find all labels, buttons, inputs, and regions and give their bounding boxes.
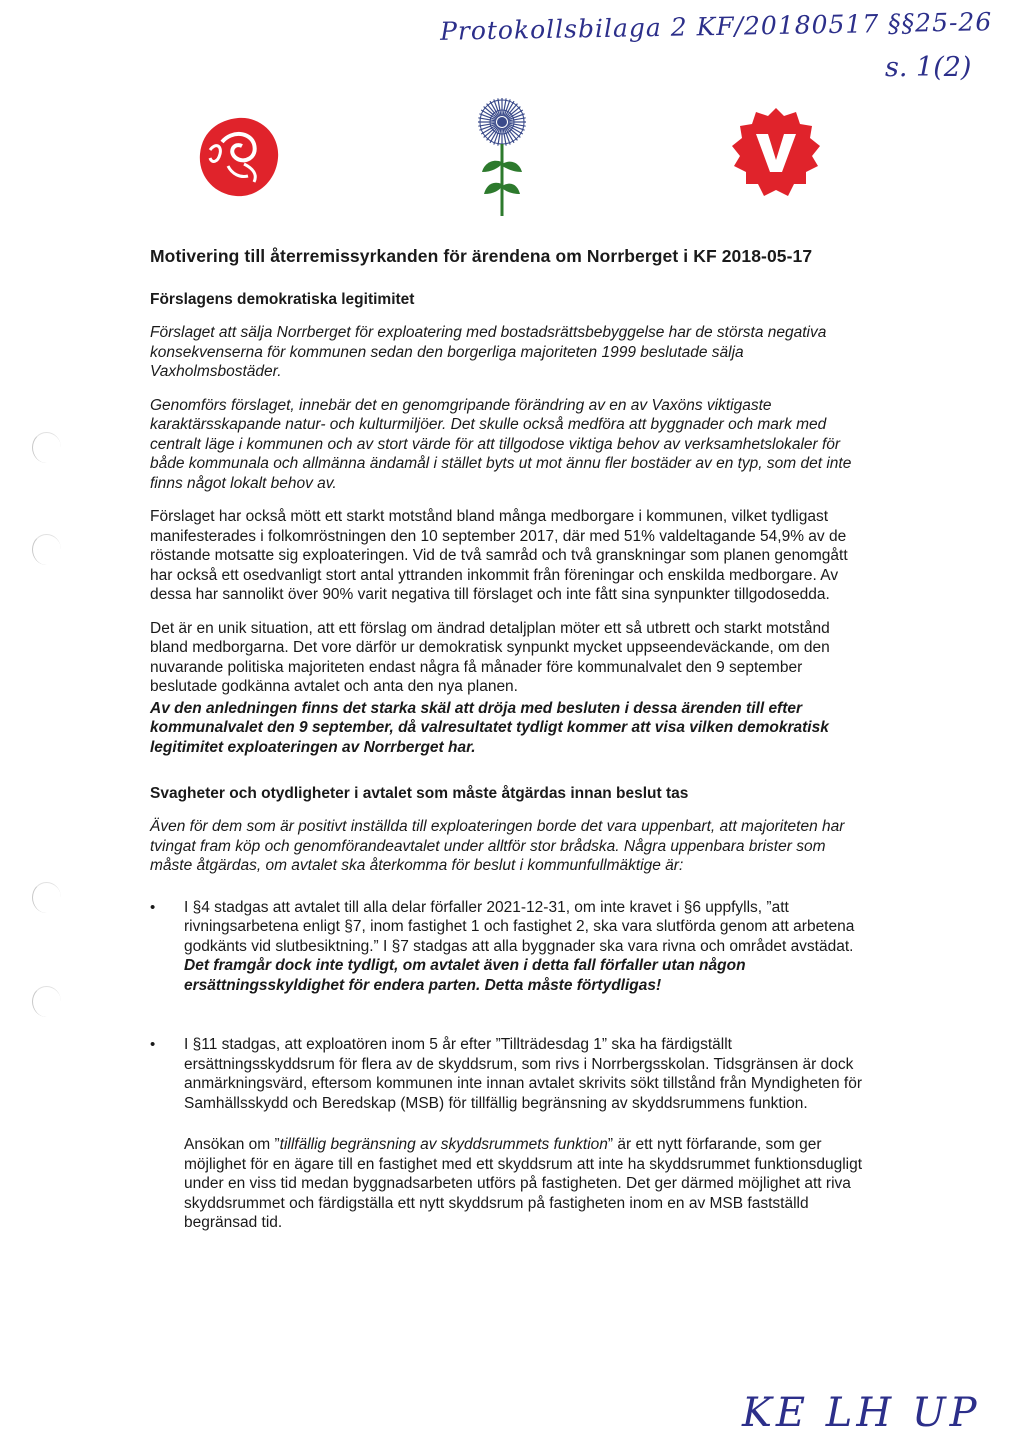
paragraph-text: Ansökan om ”	[184, 1136, 280, 1153]
document-body	[150, 246, 870, 1233]
bullet-text: I §11 stadgas, att exploatören inom 5 år efter ”Tillträdesdag 1” ska ha färdigställt ersättningsskyddsrum för flera av de skyddsrum, som rivs i Norrbergsskolan. Tidsgränsen är dock anmärkningsvärd, eftersom kommunen inte innan avtalet skrivits sökt tillstånd från Myndigheten för Samhällsskydd och Beredskap (MSB) för tillfällig begränsning av skyddsrummens funktion.	[184, 1036, 863, 1112]
flower-emblem-logo	[462, 92, 542, 220]
handwritten-initials: KE LH UP	[742, 1390, 981, 1436]
paragraph: Förslaget att sälja Norrberget för exploatering med bostadsrättsbebyggelse har de största negativa konsekvenserna för kommunen sedan den borgerliga majoriteten 1999 beslutade sälja Vaxholmsbostäder.	[150, 324, 827, 380]
bullet-emphasis: Det framgår dock inte tydligt, om avtalet även i detta fall förfaller utan någon ersättningsskyldighet för endera parten. Detta måste förtydligas!	[184, 957, 746, 994]
bullet-text: I §4 stadgas att avtalet till alla delar förfaller 2021-12-31, om inte kravet i §6 uppfylls, ”att rivningsarbetena enligt §7, inom fastighet 1 och fastighet 2, ska vara slutförda genom att arbetena godkänts vid slutbesiktning.” I §7 stadgas att alla byggnader ska vara rivna och området avstädat.	[184, 898, 855, 955]
paragraph: Det är en unik situation, att ett förslag om ändrad detaljplan möter ett så utbrett och starkt motstånd bland medborgarna. Det vore därför ur demokratisk synpunkt mycket uppseendeväckande, om den nuvarande politiska majoriteten endast några få månader före kommunalvalet den 9 september beslutade godkänna avtalet och anta den nya planen.	[150, 619, 830, 695]
paragraph: Förslaget har också mött ett starkt motstånd bland många medborgare i kommunen, vilket tydligast manifesterades i folkomröstningen den 10 september 2017, där med 51% valdeltagande 54,9% av de röstande motsatte sig exploateringen. Vid de två samråd och två granskningar som planen genomgått har också ett osedvanligt stort antal yttranden inkommit från föreningar och enskilda medborgare. Av dessa har sannolikt över 90% varit negativa till förslaget och inte fått sina synpunkter tillgodosedda.	[150, 508, 848, 603]
paragraph: Även för dem som är positivt inställda till exploateringen borde det vara uppenbart, att majoriteten har tvingat fram köp och genomförandeavtalet under alltför stor brådska. Några uppenbara brister som måste åtgärdas, om avtalet ska återkomma för beslut i kommunfullmäktige är:	[150, 818, 845, 874]
binder-hole	[32, 432, 61, 463]
vansterpartiet-v-logo	[728, 104, 824, 200]
list-item	[150, 1035, 870, 1113]
emphasis-paragraph: Av den anledningen finns det starka skäl att dröja med besluten i dessa ärenden till efter kommunalvalet den 9 september, då valresultatet tydligt kommer att visa vilken demokratisk legitimitet exploateringen av Norrberget har.	[150, 699, 829, 756]
section-heading-legitimacy: Förslagens demokratiska legitimitet	[150, 291, 415, 308]
paragraph	[150, 1135, 870, 1233]
list-item	[150, 898, 870, 996]
paragraph-emphasis: tillfällig begränsning av skyddsrummets funktion	[279, 1136, 608, 1153]
section-heading-weaknesses: Svagheter och otydligheter i avtalet som måste åtgärdas innan beslut tas	[150, 785, 689, 802]
binder-hole	[32, 882, 61, 913]
paragraph-text: ” är ett nytt förfarande, som ger möjlighet för en ägare till en fastighet med ett skyddsrum att inte ha skyddsrummet funktionsdugligt under en viss tid medan byggnadsarbeten utförs på fastigheten. Det ger därmed möjlighet att riva skyddsrummet och färdigställa ett nytt skyddsrum på fastigheten inom en av MSB fastställd begränsad tid.	[184, 1136, 863, 1231]
document-title: Motivering till återremissyrkanden för ärendena om Norrberget i KF 2018-05-17	[150, 246, 813, 266]
paragraph: Genomförs förslaget, innebär det en genomgripande förändring av en av Vaxöns viktigaste karaktärsskapande natur- och kulturmiljöer. Det skulle också medföra att byggnader och mark med centralt läge i kommunen och av stort värde för att tillgodose viktiga behov av verksamhetslokaler för både kommunala och allmänna ändamål i stället byts ut mot ännu fler bostäder av en typ, som det inte finns något lokalt behov av.	[150, 396, 852, 492]
binder-hole	[32, 986, 61, 1017]
handwritten-page-number: s. 1(2)	[885, 52, 972, 83]
handwritten-reference: Protokollsbilaga 2 KF/20180517 §§25-26	[439, 7, 993, 46]
social-democrats-rose-logo	[192, 112, 284, 202]
binder-hole	[32, 534, 61, 565]
bullet-list	[150, 898, 870, 1114]
